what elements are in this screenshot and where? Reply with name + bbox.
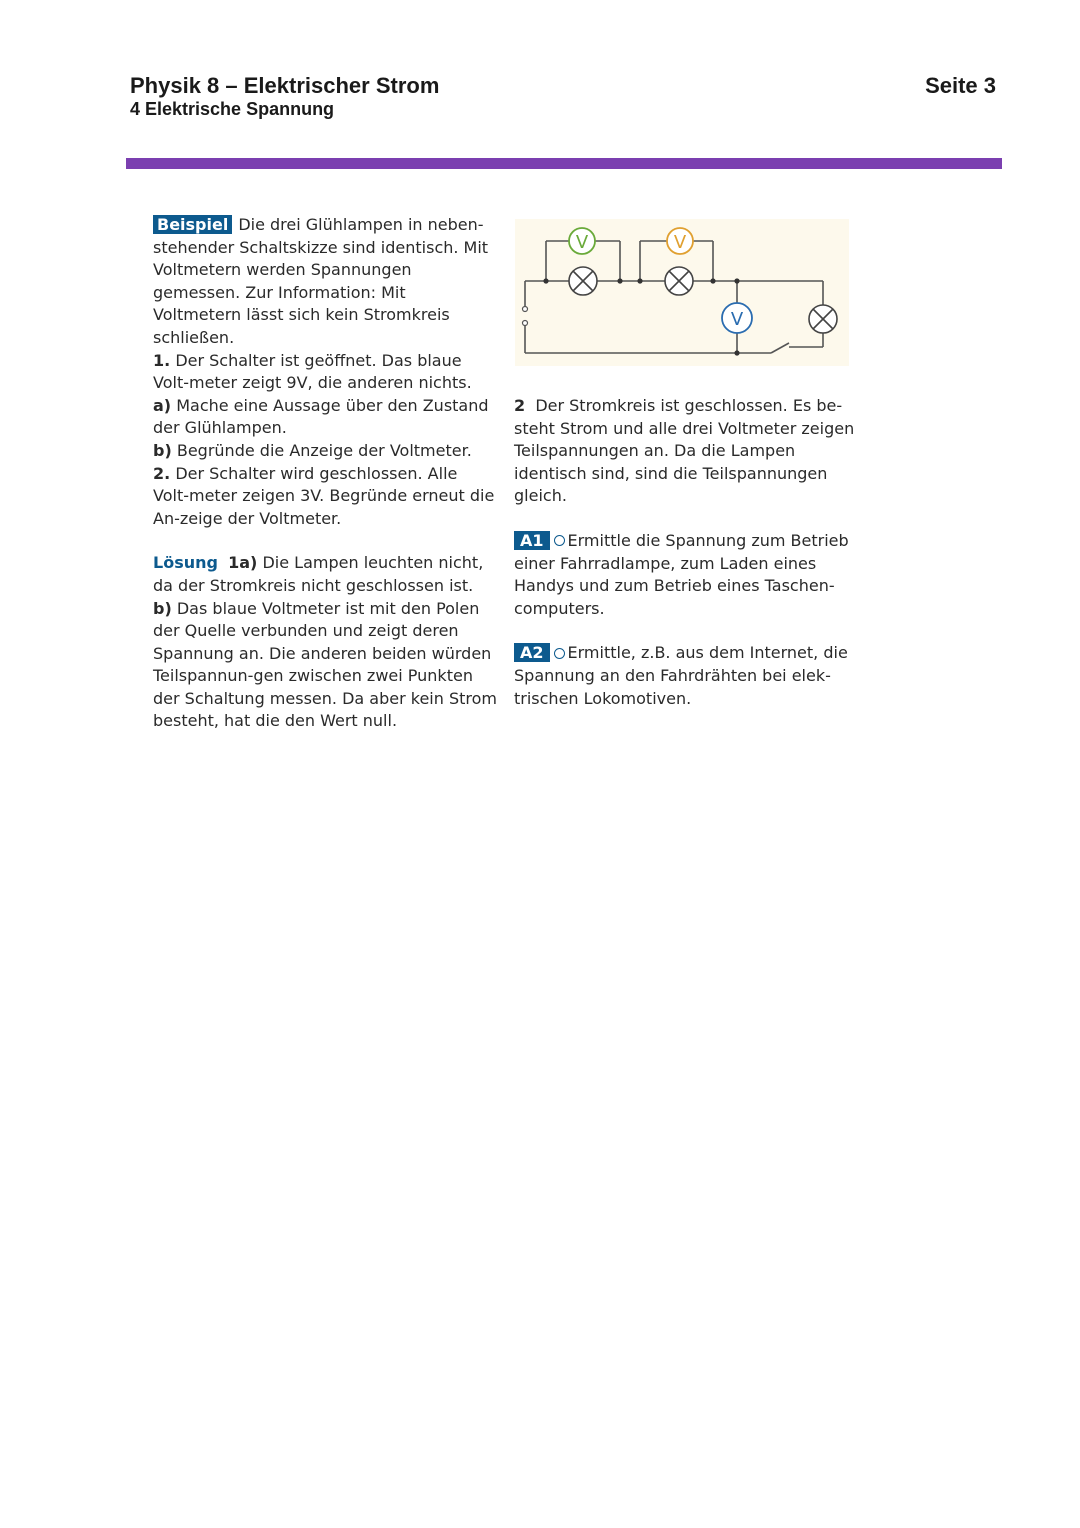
solution-1a-text: Die Lampen leuchten nicht, da der Stromkreis nicht geschlossen ist. — [153, 553, 484, 595]
solution-tag: Lösung — [153, 553, 218, 573]
task-a1-tag: A1 — [514, 531, 550, 550]
voltmeter-blue-icon — [722, 303, 752, 333]
solution-1a — [153, 552, 498, 597]
solution-2 — [514, 395, 859, 508]
lamp-2-icon — [665, 267, 693, 295]
difficulty-circle-icon — [554, 535, 565, 546]
difficulty-circle-icon — [554, 648, 565, 659]
task-column — [514, 395, 859, 710]
lamp-3-icon — [809, 305, 837, 333]
lamp-1-icon — [569, 267, 597, 295]
question-1b-text: Begründe die Anzeige der Voltmeter. — [176, 440, 472, 460]
example-column — [153, 214, 498, 733]
voltmeter-blue-label: V — [730, 309, 744, 330]
question-1 — [153, 350, 498, 395]
question-1a-text: Mache eine Aussage über den Zustand der Glühlampen. — [153, 395, 489, 438]
task-a1 — [514, 530, 859, 620]
question-1-number: 1. — [153, 350, 171, 370]
question-1b — [153, 440, 498, 463]
question-1a — [153, 395, 498, 440]
section-subtitle: 4 Elektrische Spannung — [130, 99, 335, 119]
page-title: Physik 8 – Elektrischer Strom — [130, 73, 440, 98]
task-a2-text: Ermittle, z.B. aus dem Internet, die Spannung an den Fahrdrähten bei elek-trischen Lokomotiven. — [514, 643, 848, 708]
solution-1b-label: b) — [153, 598, 172, 618]
question-1-text: Der Schalter ist geöffnet. Das blaue Volt-meter zeigt 9V, die anderen nichts. — [153, 350, 472, 393]
task-a1-text: Ermittle die Spannung zum Betrieb einer Fahrradlampe, zum Laden eines Handys und zum Betrieb eines Taschen-computers. — [514, 530, 849, 618]
example-tag: Beispiel — [153, 215, 232, 234]
question-1b-label: b) — [153, 440, 172, 460]
solution-1a-label: 1a) — [228, 553, 258, 573]
task-a2-tag: A2 — [514, 643, 550, 662]
example-intro-text: Die drei Glühlampen in neben-stehender Schaltskizze sind identisch. Mit Voltmetern werden Spannungen gemessen. Zur Information: Mit Voltmetern lässt sich kein Stromkreis schließen. — [153, 215, 489, 347]
voltmeter-orange-label: V — [673, 232, 687, 253]
task-a2 — [514, 642, 859, 710]
question-2 — [153, 463, 498, 531]
solution-1b — [153, 598, 498, 734]
voltmeter-orange-icon — [667, 228, 693, 254]
solution-2-text: Der Stromkreis ist geschlossen. Es be-steht Strom und alle drei Voltmeter zeigen Teilspannungen an. Da die Lampen identisch sind, sind die Teilspannungen gleich. — [514, 396, 855, 506]
page-number: Seite 3 — [925, 73, 996, 98]
voltmeter-green-icon — [569, 228, 595, 254]
voltmeter-green-label: V — [575, 232, 589, 253]
question-1a-label: a) — [153, 395, 172, 415]
solution-2-label: 2 — [514, 396, 526, 415]
question-2-number: 2. — [153, 463, 171, 483]
question-2-text: Der Schalter wird geschlossen. Alle Volt-meter zeigen 3V. Begründe erneut die An-zeige der Voltmeter. — [153, 463, 495, 528]
circuit-diagram — [515, 219, 849, 366]
accent-divider — [126, 158, 1002, 169]
example-intro — [153, 214, 498, 350]
solution-1b-text: Das blaue Voltmeter ist mit den Polen der Quelle verbunden und zeigt deren Spannung an. Die anderen beiden würden Teilspannun-gen zwischen zwei Punkten der Schaltung messen. Da aber kein Strom besteht, hat die den Wert null. — [153, 598, 497, 731]
